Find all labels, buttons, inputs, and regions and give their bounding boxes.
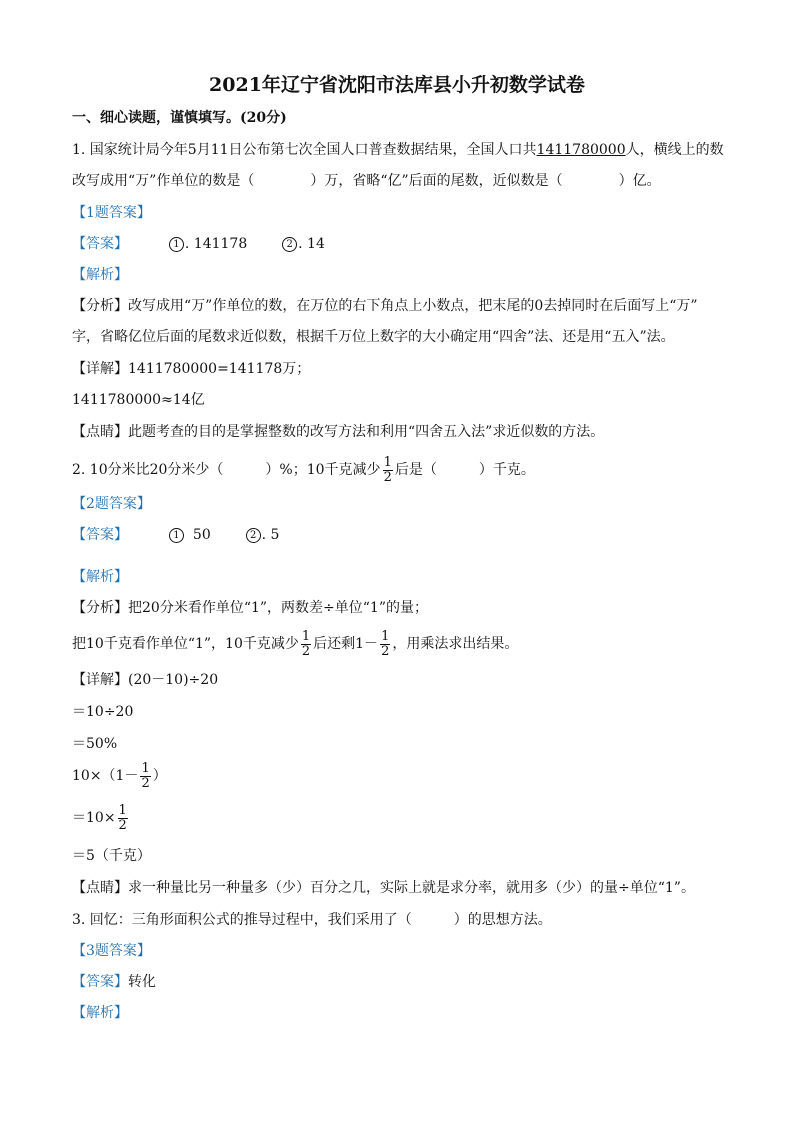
q1-xiangjie-line1: 【详解】1411780000=141178万； [72, 361, 311, 377]
fraction-one-half: $\frac{1}{2}$ [118, 802, 127, 833]
q2-xiangjie-4-post: ） [152, 768, 167, 784]
q3-answer: 转化 [128, 974, 156, 990]
q2-answer-2: . 5 [261, 527, 280, 543]
circle-number-icon: 1 [169, 528, 184, 543]
q2-fenxi-line1: 【分析】把20分米看作单位“1”，两数差÷单位“1”的量； [72, 600, 428, 616]
q2-xiangjie-5-pre: ＝10× [72, 810, 116, 826]
q3-answer-label: 【答案】 [72, 974, 128, 990]
q2-xiangjie-line5 [72, 802, 130, 834]
circle-number-icon: 2 [246, 528, 261, 543]
q1-text-post: 人，横线上的数 [625, 142, 724, 158]
q1-answer-2: . 14 [298, 236, 325, 252]
q2-fenxi-line2 [72, 628, 518, 660]
q2-xiangjie-line3: ＝50% [72, 736, 118, 752]
q2-analysis-header: 【解析】 [72, 569, 128, 585]
circle-number-icon: 2 [282, 237, 297, 252]
q3-text: 3. 回忆：三角形面积公式的推导过程中，我们采用了（ ）的思想方法。 [72, 912, 552, 928]
q3-analysis-header: 【解析】 [72, 1005, 128, 1021]
q1-population-number: 1411780000 [536, 142, 626, 158]
q2-xiangjie-line6: ＝5（千克） [72, 848, 151, 864]
q1-answer-1: . 141178 [184, 236, 248, 252]
q2-xiangjie-line2: ＝10÷20 [72, 704, 134, 720]
q2-text-post: 后是（ ）千克。 [394, 462, 535, 478]
q3-answer-header: 【3题答案】 [72, 943, 151, 959]
fraction-one-half: $\frac{1}{2}$ [301, 628, 311, 659]
section-heading: 一、细心读题，谨慎填写。(20分) [72, 110, 287, 126]
q2-dianjing: 【点睛】求一种量比另一种量多（少）百分之几，实际上就是求分率，就用多（少）的量÷单位“1”。 [72, 880, 695, 896]
q2-text-pre: 2. 10分米比20分米少（ ）%；10千克减少 [72, 462, 381, 478]
q2-fenxi-line2-mid: 后还剩1－ [313, 636, 379, 652]
fraction-one-half: $\frac{1}{2}$ [381, 628, 390, 659]
q1-xiangjie-line2: 1411780000≈14亿 [72, 392, 205, 408]
q2-answer-1: 50 [192, 527, 211, 543]
q1-text-line1 [72, 140, 724, 160]
q1-fenxi-line2: 字，省略亿位后面的尾数求近似数，根据千万位上数字的大小确定用“四舍”法、还是用“五入”法。 [72, 329, 675, 345]
q2-fenxi-line2-post: ，用乘法求出结果。 [392, 636, 519, 652]
q1-fenxi-line1: 【分析】改写成用“万”作单位的数，在万位的右下角点上小数点，把末尾的0去掉同时在后面写上“万” [72, 298, 698, 314]
q2-xiangjie-4-pre: 10×（1－ [72, 768, 139, 784]
q2-xiangjie-line1: 【详解】(20－10)÷20 [72, 672, 219, 688]
q1-answer-header: 【1题答案】 [72, 205, 151, 221]
q3-answer-line [72, 972, 156, 992]
q1-text-line2: 改写成用“万”作单位的数是（ ）万，省略“亿”后面的尾数，近似数是（ ）亿。 [72, 173, 661, 189]
q2-answer-line [72, 525, 279, 545]
q1-answer-line [72, 234, 325, 254]
q2-answer-header: 【2题答案】 [72, 496, 151, 512]
q2-text [72, 454, 535, 486]
circle-number-icon: 1 [169, 237, 184, 252]
q1-answer-label: 【答案】 [72, 236, 128, 252]
q2-answer-label: 【答案】 [72, 527, 128, 543]
q2-fenxi-line2-pre: 把10千克看作单位“1”，10千克减少 [72, 636, 299, 652]
q1-text-pre: 1. 国家统计局今年5月11日公布第七次全国人口普查数据结果，全国人口共 [72, 142, 537, 158]
q1-analysis-header: 【解析】 [72, 267, 128, 283]
page-title: 2021年辽宁省沈阳市法库县小升初数学试卷 [209, 74, 585, 96]
fraction-one-half: $\frac{1}{2}$ [383, 454, 392, 485]
q1-dianjing: 【点睛】此题考查的目的是掌握整数的改写方法和利用“四舍五入法”求近似数的方法。 [72, 424, 605, 440]
fraction-one-half: $\frac{1}{2}$ [141, 760, 150, 791]
q2-xiangjie-line4 [72, 760, 167, 792]
